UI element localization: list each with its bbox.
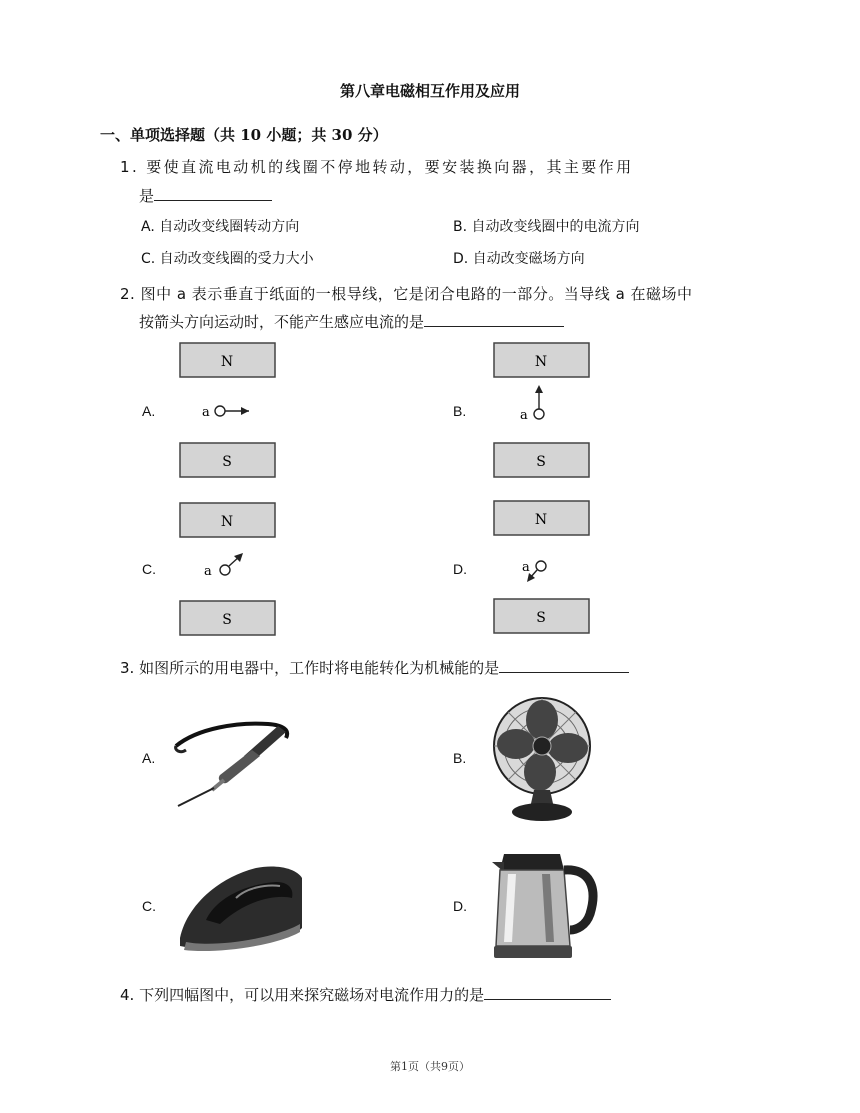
magnet-south-label: S: [222, 612, 232, 628]
magnet-north-label: N: [220, 354, 234, 370]
q2-label-d[interactable]: D.: [453, 561, 467, 577]
q2-stem-text: 按箭头方向运动时，不能产生感应电流的是: [139, 313, 425, 331]
kettle-base-icon: [494, 946, 572, 958]
q2-stem-line2: [139, 310, 564, 334]
q1-option-c[interactable]: C. 自动改变线圈的受力大小: [141, 251, 314, 267]
q4-answer-blank[interactable]: [484, 983, 611, 1000]
magnet-south-label: S: [536, 454, 546, 470]
magnet-south-label: S: [222, 454, 232, 470]
q2-stem-line1: 2. 图中 a 表示垂直于纸面的一根导线，它是闭合电路的一部分。当导线 a 在磁场中: [120, 285, 693, 303]
q3-stem: [120, 656, 629, 680]
q1-answer-blank[interactable]: [154, 184, 272, 201]
wire-label: a: [520, 408, 528, 423]
q1-option-b[interactable]: B. 自动改变线圈中的电流方向: [453, 219, 640, 235]
fan-base-icon: [512, 803, 572, 821]
q3-answer-blank[interactable]: [499, 656, 629, 673]
q1-stem-line2: [139, 184, 272, 208]
q3-label-a[interactable]: A.: [142, 750, 156, 766]
soldering-iron-image: [168, 710, 298, 810]
electric-kettle-image: [490, 848, 600, 963]
magnet-south-label: S: [536, 610, 546, 626]
magnet-north-label: N: [534, 354, 548, 370]
electric-iron-image: [176, 858, 306, 958]
q3-label-b[interactable]: B.: [453, 750, 467, 766]
q2-figure-b: [489, 340, 594, 480]
page-title: 第八章电磁相互作用及应用: [339, 82, 520, 100]
magnet-north-label: N: [534, 512, 548, 528]
q2-label-c[interactable]: C.: [142, 561, 156, 577]
wire-icon: [536, 561, 546, 571]
page-footer: 第1页（共9页）: [390, 1060, 470, 1073]
wire-label: a: [204, 564, 212, 579]
wire-label: a: [522, 560, 530, 575]
q2-label-a[interactable]: A.: [142, 403, 156, 419]
q4-stem: [120, 983, 611, 1007]
q2-figure-a: [175, 340, 280, 480]
q4-stem-text: 4. 下列四幅图中，可以用来探究磁场对电流作用力的是: [120, 986, 485, 1004]
wire-icon: [220, 565, 230, 575]
q2-answer-blank[interactable]: [424, 310, 564, 327]
wire-icon: [534, 409, 544, 419]
handle-icon: [219, 750, 260, 783]
q1-stem-text: 是: [139, 187, 155, 205]
q1-option-d[interactable]: D. 自动改变磁场方向: [453, 251, 585, 267]
fan-hub-icon: [533, 737, 551, 755]
electric-fan-image: [490, 690, 595, 825]
kettle-lid-icon: [500, 854, 564, 870]
tip-icon: [178, 788, 214, 806]
magnet-north-label: N: [220, 514, 234, 530]
q2-label-b[interactable]: B.: [453, 403, 467, 419]
q1-option-a[interactable]: A. 自动改变线圈转动方向: [141, 219, 300, 235]
q2-figure-d: [489, 498, 594, 638]
q3-label-c[interactable]: C.: [142, 898, 156, 914]
q2-figure-c: [175, 498, 280, 638]
wire-label: a: [202, 405, 210, 420]
section-heading: 一、单项选择题（共 10 小题；共 30 分）: [100, 126, 388, 144]
q3-label-d[interactable]: D.: [453, 898, 467, 914]
q1-stem-line1: 1. 要使直流电动机的线圈不停地转动，要安装换向器，其主要作用: [120, 158, 634, 176]
q3-stem-text: 3. 如图所示的用电器中，工作时将电能转化为机械能的是: [120, 659, 500, 677]
wire-icon: [215, 406, 225, 416]
